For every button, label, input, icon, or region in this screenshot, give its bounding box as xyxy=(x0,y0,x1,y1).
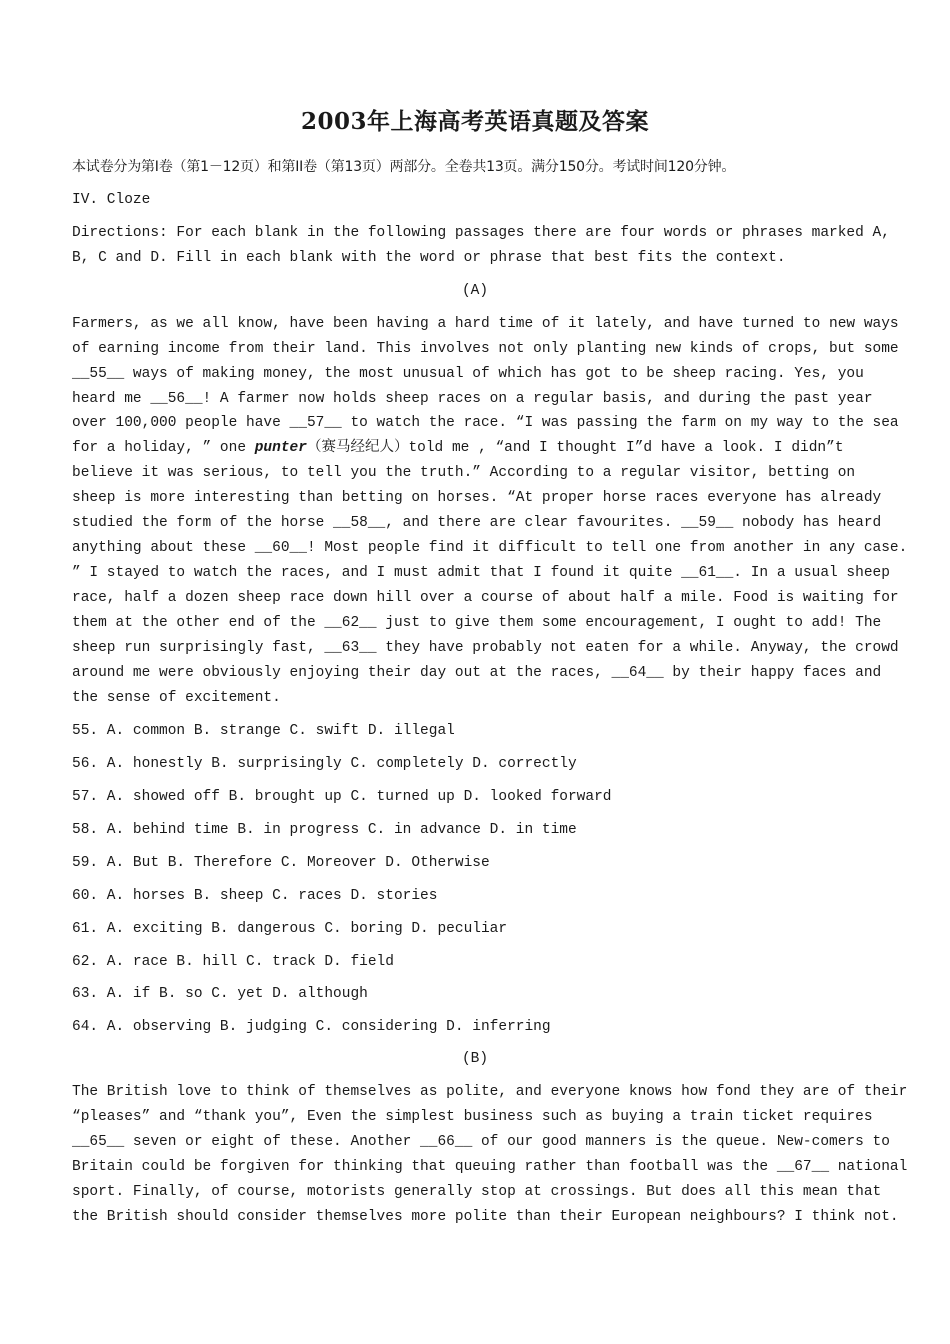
passage-line: around me were obviously enjoying their day out at the races, __64__ by their happy faces and xyxy=(72,665,882,681)
passage-line: heard me __56__! A farmer now holds sheep races on a regular basis, and during the past year xyxy=(72,391,873,407)
passage-line: the sense of excitement. xyxy=(72,690,281,706)
passage-line: The British love to think of themselves as polite, and everyone knows how fond they are of their xyxy=(72,1084,908,1100)
passage-line: __55__ ways of making money, the most unusual of which has got to be sheep racing. Yes, you xyxy=(72,366,864,382)
passage-line: Britain could be forgiven for thinking that queuing rather than football was the __67__ national xyxy=(72,1159,908,1175)
passage-line: “pleases” and “thank you”, Even the simplest business such as buying a train ticket requires xyxy=(72,1109,873,1125)
exam-intro: 本试卷分为第I卷（第1－12页）和第II卷（第13页）两部分。全卷共13页。满分150分。考试时间120分钟。 xyxy=(72,159,736,175)
passage-line: Farmers, as we all know, have been having a hard time of it lately, and have turned to new ways xyxy=(72,316,899,332)
passage-text: for a holiday, ” one xyxy=(72,440,255,456)
glossary-term: punter xyxy=(254,440,307,456)
passage-line: anything about these __60__! Most people find it difficult to tell one from another in any case. xyxy=(72,540,908,556)
passage-line: the British should consider themselves more polite than their European neighbours? I think not. xyxy=(72,1209,899,1225)
passage-line: race, half a dozen sheep race down hill over a course of about half a mile. Food is waiting for xyxy=(72,590,899,606)
passage-line: over 100,000 people have __57__ to watch the race. “I was passing the farm on my way to the sea xyxy=(72,415,899,431)
page-title: 2003年上海高考英语真题及答案 xyxy=(300,108,649,135)
passage-b-label: (B) xyxy=(461,1051,489,1067)
passage-a-label: (A) xyxy=(461,283,489,299)
section-heading: IV. Cloze xyxy=(72,192,151,208)
passage-line: sheep is more interesting than betting on horses. “At proper horse races everyone has already xyxy=(72,490,882,506)
question-61: 61. A. exciting B. dangerous C. boring D. peculiar xyxy=(72,921,508,937)
question-64: 64. A. observing B. judging C. considering D. inferring xyxy=(72,1019,551,1035)
question-55: 55. A. common B. strange C. swift D. illegal xyxy=(72,723,455,739)
passage-line: ” I stayed to watch the races, and I must admit that I found it quite __61__. In a usual sheep xyxy=(72,565,890,581)
question-63: 63. A. if B. so C. yet D. although xyxy=(72,986,368,1002)
passage-line: of earning income from their land. This involves not only planting new kinds of crops, but some xyxy=(72,341,899,357)
directions-line: Directions: For each blank in the following passages there are four words or phrases marked A, xyxy=(72,225,890,241)
passage-line xyxy=(72,439,844,457)
passage-line: them at the other end of the __62__ just to give them some encouragement, I ought to add! The xyxy=(72,615,882,631)
question-57: 57. A. showed off B. brought up C. turned up D. looked forward xyxy=(72,789,612,805)
passage-line: believe it was serious, to tell you the truth.” According to a regular visitor, betting on xyxy=(72,465,856,481)
passage-line: __65__ seven or eight of these. Another __66__ of our good manners is the queue. New-comers to xyxy=(72,1134,890,1150)
question-62: 62. A. race B. hill C. track D. field xyxy=(72,954,394,970)
question-58: 58. A. behind time B. in progress C. in advance D. in time xyxy=(72,822,577,838)
passage-line: studied the form of the horse __58__, and there are clear favourites. __59__ nobody has heard xyxy=(72,515,882,531)
passage-text: （赛马经纪人）told me , “and I thought I”d have a look. I didn”t xyxy=(306,440,844,456)
directions-line: B, C and D. Fill in each blank with the word or phrase that best fits the context. xyxy=(72,250,786,266)
question-56: 56. A. honestly B. surprisingly C. completely D. correctly xyxy=(72,756,577,772)
question-59: 59. A. But B. Therefore C. Moreover D. Otherwise xyxy=(72,855,490,871)
passage-line: sheep run surprisingly fast, __63__ they have probably not eaten for a while. Anyway, the crowd xyxy=(72,640,899,656)
question-60: 60. A. horses B. sheep C. races D. stories xyxy=(72,888,438,904)
passage-line: sport. Finally, of course, motorists generally stop at crossings. But does all this mean that xyxy=(72,1184,882,1200)
